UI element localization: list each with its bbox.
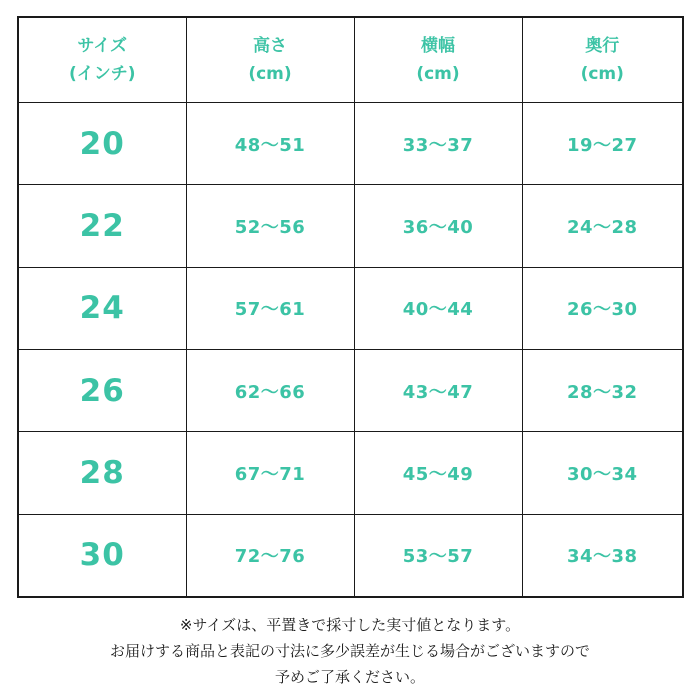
- size-cell: 20: [18, 103, 186, 185]
- width-cell: 36〜40: [354, 185, 522, 267]
- height-cell: 67〜71: [186, 432, 354, 514]
- depth-cell: 26〜30: [522, 267, 683, 349]
- header-depth: [522, 17, 683, 103]
- height-cell: 57〜61: [186, 267, 354, 349]
- width-cell: 43〜47: [354, 349, 522, 431]
- header-width: [354, 17, 522, 103]
- table-row: [18, 267, 683, 349]
- header-label: 横幅: [421, 36, 455, 56]
- note-line: ※サイズは、平置きで採寸した実寸値となります。: [179, 616, 521, 634]
- header-unit: (インチ): [68, 64, 136, 84]
- header-height: [186, 17, 354, 103]
- size-cell: 24: [18, 267, 186, 349]
- height-cell: 72〜76: [186, 514, 354, 597]
- depth-cell: 28〜32: [522, 349, 683, 431]
- note-line: 予めご了承ください。: [274, 668, 425, 686]
- header-size: [18, 17, 186, 103]
- note-line: お届けする商品と表記の寸法に多少誤差が生じる場合がございますので: [109, 642, 590, 660]
- header-unit: (cm): [248, 64, 292, 84]
- table-row: [18, 514, 683, 597]
- notes: [0, 612, 700, 690]
- depth-cell: 34〜38: [522, 514, 683, 597]
- width-cell: 33〜37: [354, 103, 522, 185]
- depth-cell: 24〜28: [522, 185, 683, 267]
- table-header-row: [18, 17, 683, 103]
- size-cell: 26: [18, 349, 186, 431]
- table-row: [18, 185, 683, 267]
- height-cell: 52〜56: [186, 185, 354, 267]
- header-unit: (cm): [580, 64, 624, 84]
- header-label: 高さ: [253, 36, 287, 56]
- width-cell: 45〜49: [354, 432, 522, 514]
- size-cell: 30: [18, 514, 186, 597]
- table-row: [18, 103, 683, 185]
- height-cell: 62〜66: [186, 349, 354, 431]
- size-cell: 28: [18, 432, 186, 514]
- table-row: [18, 432, 683, 514]
- size-cell: 22: [18, 185, 186, 267]
- depth-cell: 19〜27: [522, 103, 683, 185]
- size-table: [17, 16, 684, 598]
- header-unit: (cm): [416, 64, 460, 84]
- depth-cell: 30〜34: [522, 432, 683, 514]
- header-label: 奥行: [585, 36, 620, 56]
- header-label: サイズ: [77, 36, 128, 56]
- width-cell: 40〜44: [354, 267, 522, 349]
- height-cell: 48〜51: [186, 103, 354, 185]
- width-cell: 53〜57: [354, 514, 522, 597]
- table-row: [18, 349, 683, 431]
